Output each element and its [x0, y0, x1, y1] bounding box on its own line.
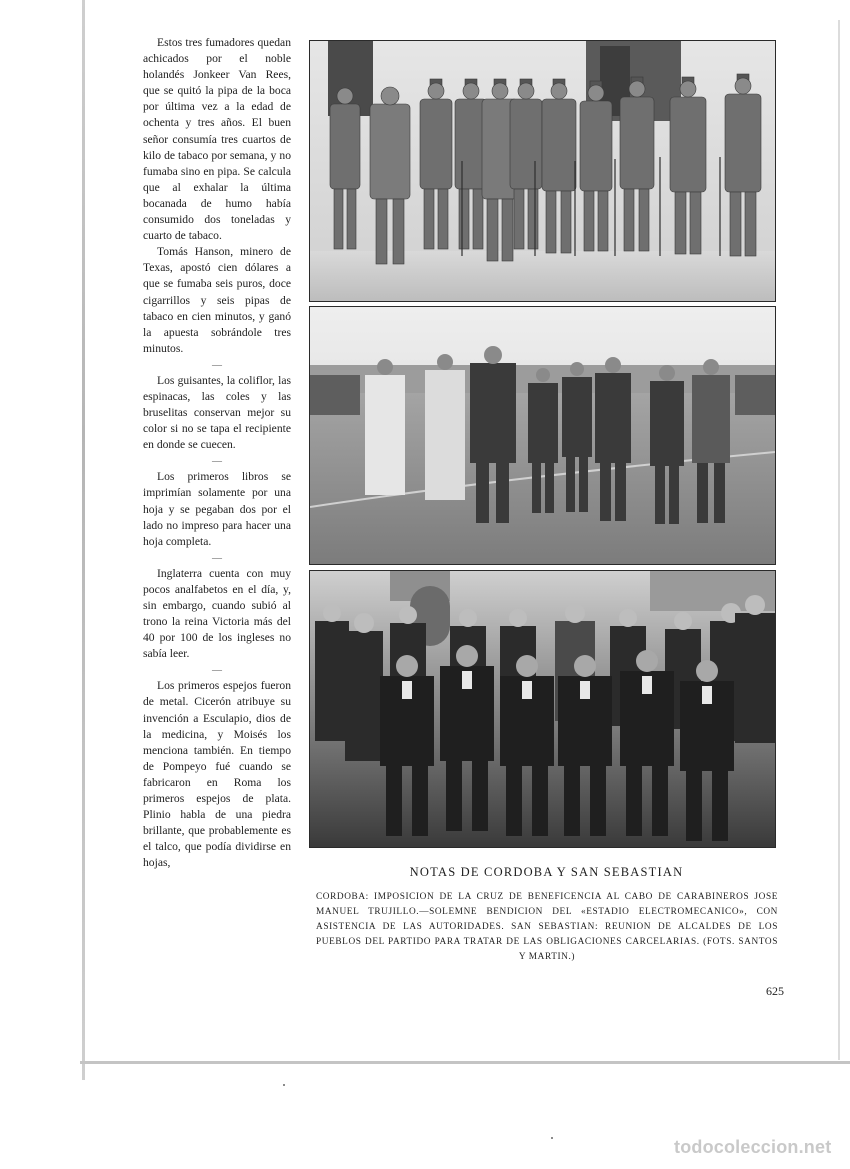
- article-paragraph: Los primeros espejos fueron de metal. Cicerón atribuye su invención a Esculapio, dios de la medicina, y Moisés los menciona también. En tiempo de Pompeyo fué cuando se fabricaron en Roma los primeros espejos de plata. Plinio habla de una piedra brillante, que probablemente es el talco, que podía dividirse en hojas,: [143, 679, 291, 870]
- article-paragraph: Tomás Hanson, minero de Texas, apostó cien dólares a que se fumaba seis puros, doce cigarrillos y seis pipas de tabaco en cien minutos, y ganó la apuesta sobrándole tres minutos.: [143, 245, 291, 355]
- paragraph-separator: —: [212, 552, 222, 564]
- scan-right-edge: [838, 20, 840, 1060]
- photo-bendicion-estadio-icon: [310, 307, 775, 564]
- photo-reunion-alcaldes: [309, 570, 776, 848]
- article-paragraph: Los guisantes, la coliflor, las espinacas, las coles y las bruselitas conservan mejor su color si no se tapa el recipiente en donde se cuecen.: [143, 373, 291, 452]
- caption-body: CORDOBA: IMPOSICION DE LA CRUZ DE BENEFICENCIA AL CABO DE CARABINEROS JOSE MANUEL TRUJILLO.—SOLEMNE BENDICION DEL «ESTADIO ELECTROMECANICO», CON ASISTENCIA DE LAS AUTORIDADES. SAN SEBASTIAN: REUNION DE ALCALDES DE LOS PUEBLOS DEL PARTIDO PARA TRATAR DE LAS OBLIGACIONES CARCELARIAS. (FOTS. SANTOS Y MARTIN.): [316, 892, 778, 962]
- photo-carabineros-icon: [310, 41, 775, 301]
- paragraph-separator: —: [212, 359, 222, 371]
- caption-title: NOTAS DE CORDOBA Y SAN SEBASTIAN: [409, 865, 684, 879]
- page-number: 625: [766, 984, 784, 998]
- article-paragraph: Los primeros libros se imprimían solamente por una hoja y se pegaban dos por el lado no impreso para hacer una hoja completa.: [143, 470, 291, 548]
- photo-reunion-alcaldes-icon: [310, 571, 775, 847]
- photo-carabineros: [309, 40, 776, 302]
- article-paragraph: Inglaterra cuenta con muy pocos analfabetos en el día, y, sin embargo, cuando subió al trono la reina Victoria más del 40 por 100 de los ingleses no sabía leer.: [143, 566, 291, 661]
- scan-bottom-edge: [80, 1061, 850, 1064]
- scan-speck: [283, 1084, 285, 1086]
- paragraph-separator: —: [212, 456, 222, 468]
- watermark: todocoleccion.net: [674, 1137, 832, 1157]
- article-paragraph: Estos tres fumadores quedan achicados por el noble holandés Jonkeer Van Rees, que se quitó la pipa de la boca por última vez a la edad de ochenta y tres años. El buen señor consumía tres cuartos de kilo de tabaco por semana, y no fumaba sino en pipa. Se calcula que al exhalar la última bocanada de humo había consumido dos toneladas y cuarto de tabaco.: [143, 36, 291, 243]
- scan-speck: [551, 1137, 553, 1139]
- article-column: [143, 35, 291, 872]
- scan-left-edge: [82, 0, 85, 1080]
- paragraph-separator: —: [212, 665, 222, 677]
- photo-bendicion-estadio: [309, 306, 776, 565]
